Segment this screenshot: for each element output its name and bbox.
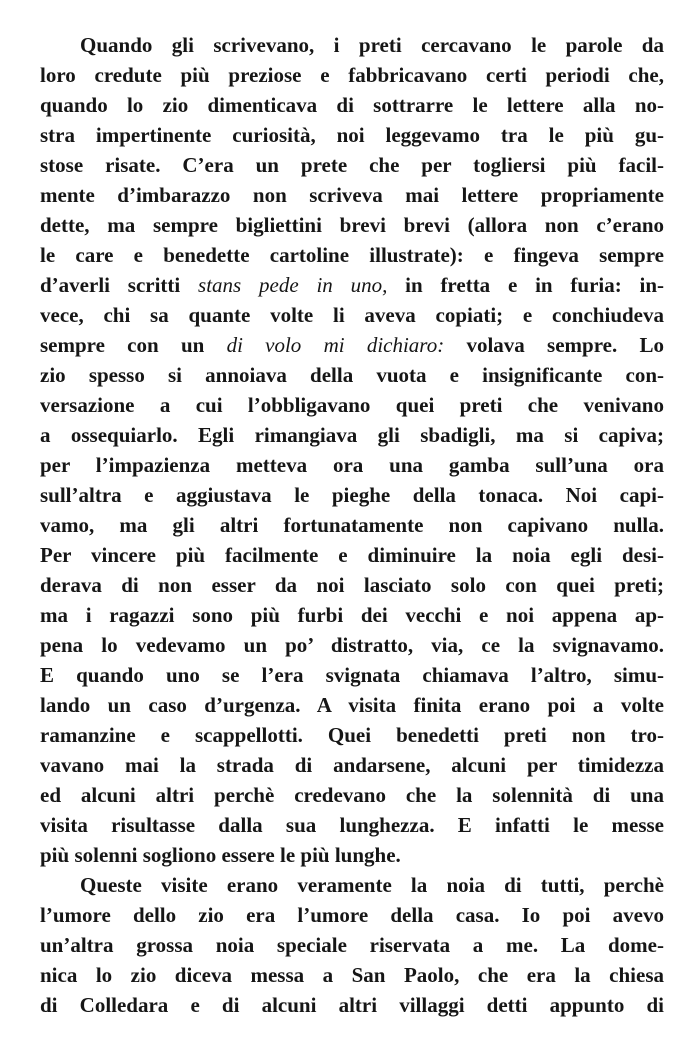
- text-run: d’averli scritti: [40, 273, 199, 297]
- text-line: [40, 180, 664, 210]
- text-line: [40, 750, 664, 780]
- text-line: [40, 990, 664, 1020]
- text-line: [40, 390, 664, 420]
- text-line: [40, 930, 664, 960]
- text-line: [40, 90, 664, 120]
- text-run: Queste visite erano veramente la noia di tutti, perchè: [80, 873, 664, 897]
- text-line: [40, 630, 664, 660]
- text-line: [40, 600, 664, 630]
- text-run: sull’altra e aggiustava le pieghe della tonaca. Noi capi-: [40, 483, 664, 507]
- text-line: [40, 660, 664, 690]
- text-run: quando lo zio dimenticava di sottrarre le lettere alla no-: [40, 93, 664, 117]
- text-line: [40, 510, 664, 540]
- text-line: [40, 360, 664, 390]
- text-run: le care e benedette cartoline illustrate): e fingeva sempre: [40, 243, 664, 267]
- text-run: nica lo zio diceva messa a San Paolo, che era la chiesa: [40, 963, 664, 987]
- text-run: più solenni sogliono essere le più lunghe.: [40, 843, 401, 867]
- text-run: di Colledara e di alcuni altri villaggi detti appunto di: [40, 993, 664, 1017]
- text-line: [40, 270, 664, 300]
- text-line: [40, 300, 664, 330]
- text-line: [40, 810, 664, 840]
- text-run: E quando uno se l’era svignata chiamava l’altro, simu-: [40, 663, 664, 687]
- text-run: l’umore dello zio era l’umore della casa. Io poi avevo: [40, 903, 664, 927]
- text-run: loro credute più preziose e fabbricavano certi periodi che,: [40, 63, 664, 87]
- text-run: volava sempre. Lo: [444, 333, 664, 357]
- text-run: lando un caso d’urgenza. A visita finita erano poi a volte: [40, 693, 664, 717]
- text-run: un’altra grossa noia speciale riservata a me. La dome-: [40, 933, 664, 957]
- text-run: per l’impazienza metteva ora una gamba sull’una ora: [40, 453, 664, 477]
- text-line: [40, 30, 664, 60]
- text-line: [40, 900, 664, 930]
- text-line: [40, 480, 664, 510]
- text-run: sempre con un: [40, 333, 227, 357]
- page-text: [40, 30, 664, 1020]
- text-line: [40, 870, 664, 900]
- text-line: [40, 570, 664, 600]
- text-run: Per vincere più facilmente e diminuire la noia egli desi-: [40, 543, 664, 567]
- text-run: vamo, ma gli altri fortunatamente non capivano nulla.: [40, 513, 664, 537]
- text-run: a ossequiarlo. Egli rimangiava gli sbadigli, ma si capiva;: [40, 423, 664, 447]
- italic-phrase: di volo mi dichiaro:: [226, 333, 445, 357]
- text-line: [40, 780, 664, 810]
- text-line: [40, 960, 664, 990]
- text-run: dette, ma sempre bigliettini brevi brevi (allora non c’erano: [40, 213, 664, 237]
- text-run: zio spesso si annoiava della vuota e insignificante con-: [40, 363, 664, 387]
- text-run: mente d’imbarazzo non scriveva mai lettere propriamente: [40, 183, 664, 207]
- text-line: [40, 720, 664, 750]
- text-line: [40, 120, 664, 150]
- text-run: stose risate. C’era un prete che per togliersi più facil-: [40, 153, 664, 177]
- text-line: [40, 450, 664, 480]
- text-line: [40, 240, 664, 270]
- text-run: ramanzine e scappellotti. Quei benedetti preti non tro-: [40, 723, 664, 747]
- text-line: [40, 690, 664, 720]
- text-line: [40, 60, 664, 90]
- text-line: [40, 840, 664, 870]
- text-run: ma i ragazzi sono più furbi dei vecchi e noi appena ap-: [40, 603, 664, 627]
- text-line: [40, 420, 664, 450]
- text-run: vece, chi sa quante volte li aveva copiati; e conchiudeva: [40, 303, 664, 327]
- text-run: ed alcuni altri perchè credevano che la solennità di una: [40, 783, 664, 807]
- italic-phrase: stans pede in uno,: [198, 273, 388, 297]
- text-run: versazione a cui l’obbligavano quei preti che venivano: [40, 393, 664, 417]
- text-run: vavano mai la strada di andarsene, alcuni per timidezza: [40, 753, 664, 777]
- text-run: visita risultasse dalla sua lunghezza. E infatti le messe: [40, 813, 664, 837]
- text-run: pena lo vedevamo un po’ distratto, via, ce la svignavamo.: [40, 633, 664, 657]
- text-run: stra impertinente curiosità, noi leggevamo tra le più gu-: [40, 123, 664, 147]
- text-line: [40, 150, 664, 180]
- text-line: [40, 330, 664, 360]
- text-run: Quando gli scrivevano, i preti cercavano le parole da: [80, 33, 664, 57]
- text-run: derava di non esser da noi lasciato solo con quei preti;: [40, 573, 664, 597]
- text-line: [40, 210, 664, 240]
- text-run: in fretta e in furia: in-: [387, 273, 665, 297]
- text-line: [40, 540, 664, 570]
